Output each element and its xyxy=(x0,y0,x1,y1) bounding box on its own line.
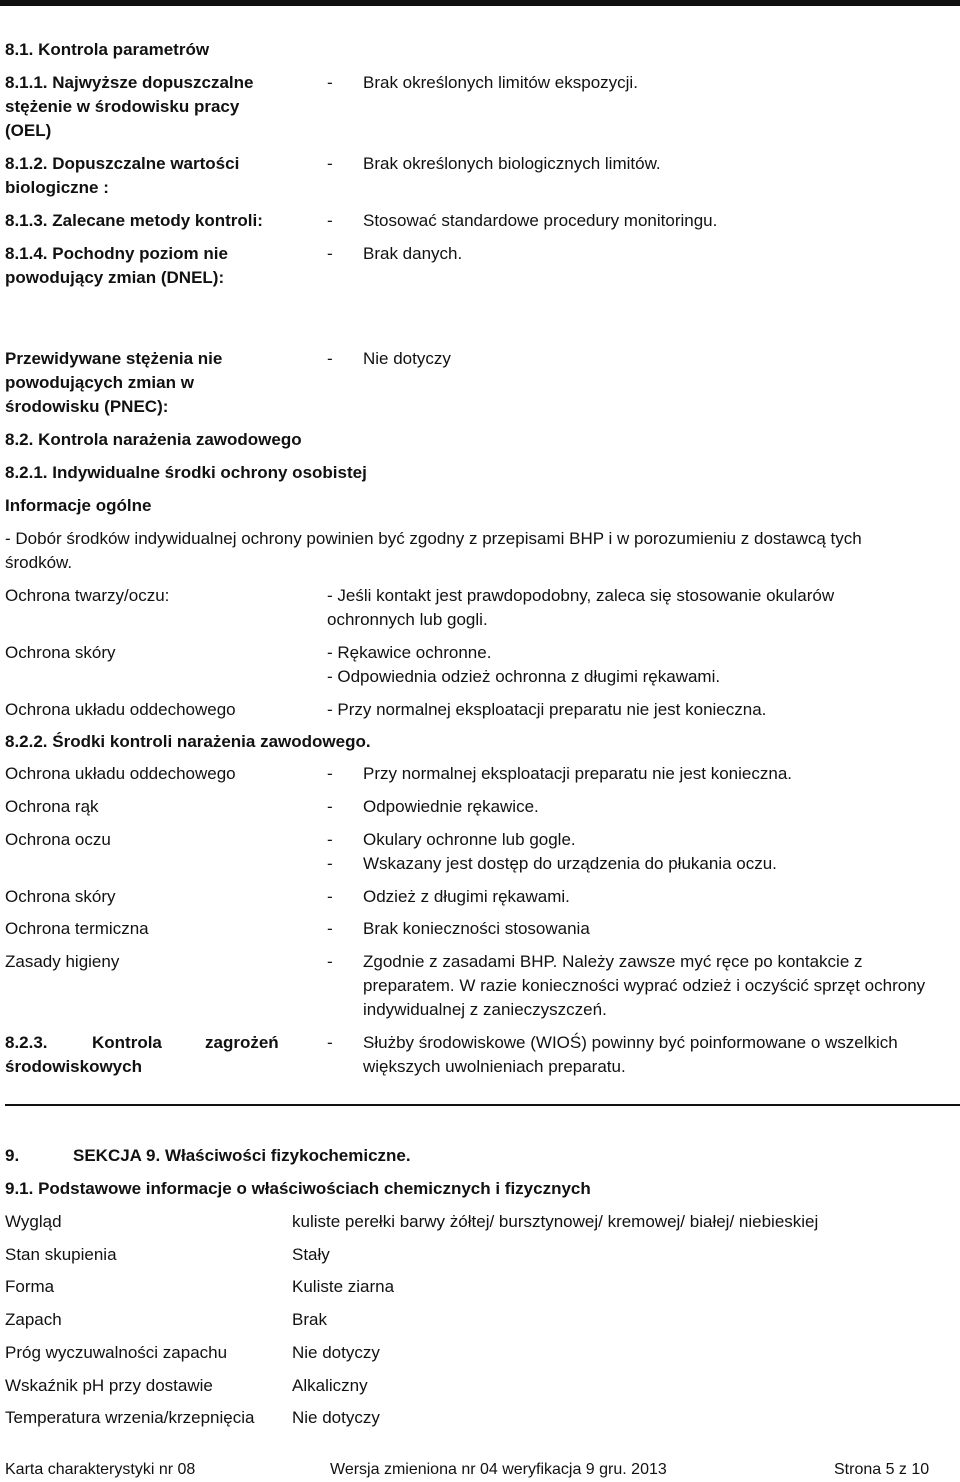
section-9-title: SEKCJA 9. Właściwości fizykochemiczne. xyxy=(73,1146,411,1165)
methods-value: Stosować standardowe procedury monitoringu. xyxy=(363,211,718,230)
pnec-label: powodujących zmian w xyxy=(5,373,194,392)
control-thermal-label: Ochrona termiczna xyxy=(5,919,149,938)
control-hands-value: Odpowiednie rękawice. xyxy=(363,797,539,816)
dnel-label: powodujący zmian (DNEL): xyxy=(5,268,225,287)
dash: - xyxy=(327,1033,333,1052)
skin-protection-value: - Odpowiednia odzież ochronna z długimi rękawami. xyxy=(327,667,721,686)
env-control-label: 8.2.3. xyxy=(5,1033,48,1052)
pnec-value: Nie dotyczy xyxy=(363,349,451,368)
selection-paragraph: środków. xyxy=(5,553,73,572)
footer-doc-name: Karta charakterystyki nr 08 xyxy=(5,1461,196,1478)
bio-value: Brak określonych biologicznych limitów. xyxy=(363,154,661,173)
property-label: Wygląd xyxy=(5,1212,62,1231)
dash: - xyxy=(327,830,333,849)
property-value: kuliste perełki barwy żółtej/ bursztynowej/ kremowej/ białej/ niebieskiej xyxy=(292,1212,819,1231)
oel-value: Brak określonych limitów ekspozycji. xyxy=(363,73,638,92)
general-info-heading: Informacje ogólne xyxy=(5,496,152,515)
methods-label: 8.1.3. Zalecane metody kontroli: xyxy=(5,211,263,230)
control-thermal-value: Brak konieczności stosowania xyxy=(363,919,590,938)
dash: - xyxy=(327,211,333,230)
property-value: Nie dotyczy xyxy=(292,1408,380,1428)
selection-paragraph: - Dobór środków indywidualnej ochrony powinien być zgodny z przepisami BHP i w porozumieniu z dostawcą tych xyxy=(5,529,862,548)
oel-label: 8.1.1. Najwyższe dopuszczalne xyxy=(5,73,254,92)
section-8-2-2-heading: 8.2.2. Środki kontroli narażenia zawodowego. xyxy=(5,732,371,751)
hygiene-value: preparatem. W razie konieczności wyprać odzież i oczyścić sprzęt ochrony xyxy=(363,976,926,995)
respiratory-protection-label: Ochrona układu oddechowego xyxy=(5,700,236,719)
dash: - xyxy=(327,764,333,783)
page-footer xyxy=(0,1460,960,1482)
section-9-1-heading: 9.1. Podstawowe informacje o właściwościach chemicznych i fizycznych xyxy=(5,1179,591,1198)
section-8-2-1-heading: 8.2.1. Indywidualne środki ochrony osobistej xyxy=(5,463,367,482)
property-label: Wskaźnik pH przy dostawie xyxy=(5,1375,213,1395)
oel-label: stężenie w środowisku pracy xyxy=(5,97,240,116)
dnel-label: 8.1.4. Pochodny poziom nie xyxy=(5,244,228,263)
property-value: Stały xyxy=(292,1244,330,1264)
footer-page-number: Strona 5 z 10 xyxy=(834,1461,930,1478)
property-label: Zapach xyxy=(5,1310,62,1330)
dnel-value: Brak danych. xyxy=(363,244,463,263)
env-control-value: większych uwolnieniach preparatu. xyxy=(363,1057,626,1076)
control-respiratory-value: Przy normalnej eksploatacji preparatu nie jest konieczna. xyxy=(363,764,793,783)
control-eyes-label: Ochrona oczu xyxy=(5,830,111,849)
section-8-2-heading: 8.2. Kontrola narażenia zawodowego xyxy=(5,430,302,449)
control-eyes-value: Okulary ochronne lub gogle. xyxy=(363,830,576,849)
bio-label: biologiczne : xyxy=(5,178,109,197)
face-protection-value: ochronnych lub gogli. xyxy=(327,610,488,629)
dash: - xyxy=(327,854,333,873)
dash: - xyxy=(327,73,333,92)
section-8-1-heading: 8.1. Kontrola parametrów xyxy=(5,40,210,59)
face-protection-label: Ochrona twarzy/oczu: xyxy=(5,586,170,605)
footer-version: Wersja zmieniona nr 04 weryfikacja 9 gru. 2013 xyxy=(330,1461,667,1478)
control-eyes-value: Wskazany jest dostęp do urządzenia do płukania oczu. xyxy=(363,854,777,873)
dash: - xyxy=(327,349,333,368)
dash: - xyxy=(327,919,333,938)
skin-protection-value: - Rękawice ochronne. xyxy=(327,643,492,662)
dash: - xyxy=(327,244,333,263)
respiratory-protection-value: - Przy normalnej eksploatacji preparatu nie jest konieczna. xyxy=(327,700,767,719)
env-control-value: Służby środowiskowe (WIOŚ) powinny być poinformowane o wszelkich xyxy=(363,1033,898,1052)
hygiene-value: indywidualnej z zanieczyszczeń. xyxy=(363,1000,607,1019)
env-control-label: środowiskowych xyxy=(5,1057,142,1076)
face-protection-value: - Jeśli kontakt jest prawdopodobny, zaleca się stosowanie okularów xyxy=(327,586,835,605)
top-border xyxy=(0,0,960,6)
property-label: Forma xyxy=(5,1277,55,1297)
property-label: Stan skupienia xyxy=(5,1244,117,1264)
env-control-label: Kontrola xyxy=(92,1033,162,1052)
dash: - xyxy=(327,887,333,906)
property-label: Próg wyczuwalności zapachu xyxy=(5,1342,228,1362)
hygiene-value: Zgodnie z zasadami BHP. Należy zawsze myć ręce po kontakcie z xyxy=(363,952,863,971)
property-label: Temperatura wrzenia/krzepnięcia xyxy=(5,1408,255,1428)
oel-label: (OEL) xyxy=(5,121,52,140)
section-divider xyxy=(5,1104,960,1106)
pnec-label: Przewidywane stężenia nie xyxy=(5,349,223,368)
dash: - xyxy=(327,797,333,816)
hygiene-label: Zasady higieny xyxy=(5,952,120,971)
control-skin-value: Odzież z długimi rękawami. xyxy=(363,887,570,906)
dash: - xyxy=(327,154,333,173)
dash: - xyxy=(327,952,333,971)
property-value: Brak xyxy=(292,1310,327,1330)
pnec-label: środowisku (PNEC): xyxy=(5,397,169,416)
control-skin-label: Ochrona skóry xyxy=(5,887,116,906)
property-value: Kuliste ziarna xyxy=(292,1277,395,1297)
control-respiratory-label: Ochrona układu oddechowego xyxy=(5,764,236,783)
env-control-label: zagrożeń xyxy=(205,1033,279,1052)
control-hands-label: Ochrona rąk xyxy=(5,797,99,816)
section-9-number: 9. xyxy=(5,1146,20,1165)
skin-protection-label: Ochrona skóry xyxy=(5,643,116,662)
bio-label: 8.1.2. Dopuszczalne wartości xyxy=(5,154,240,173)
property-value: Alkaliczny xyxy=(292,1375,368,1395)
property-value: Nie dotyczy xyxy=(292,1342,380,1362)
